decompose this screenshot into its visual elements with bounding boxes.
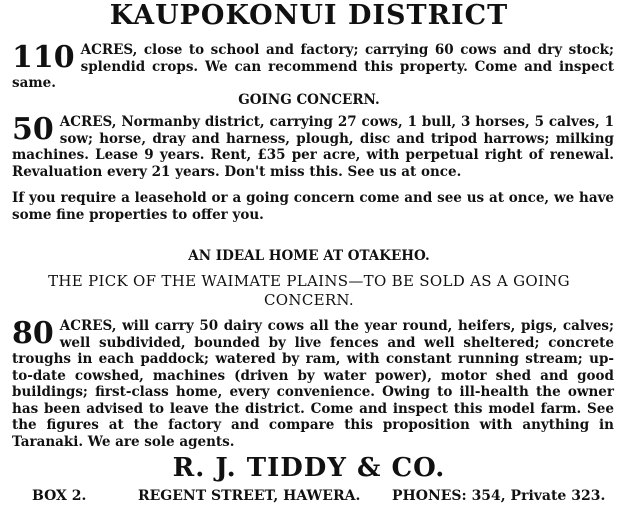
listing-description: ACRES, close to school and factory; carrying 60 cows and dry stock; splendid crops. We can recommend this property. Come and inspect same. xyxy=(12,42,614,91)
listing-acreage: 50 xyxy=(12,112,54,147)
listing-description: ACRES, Normanby district, carrying 27 cows, 1 bull, 3 horses, 5 calves, 1 sow; horse, dray and harness, plough, disc and tripod harrows; milking machines. Lease 9 years. Rent, £35 per acre, with perpetual right of renewal. Revaluation every 21 years. Don't miss this. See us at once. xyxy=(12,114,614,180)
leasehold-note xyxy=(12,190,614,223)
going-concern-heading: GOING CONCERN. xyxy=(238,92,380,108)
footer-street: REGENT STREET, HAWERA. xyxy=(138,488,361,504)
pick-heading-cont: CONCERN. xyxy=(264,291,354,309)
leasehold-note-text: If you require a leasehold or a going concern come and see us at once, we have some fine properties to offer you. xyxy=(12,190,614,223)
pick-heading: THE PICK OF THE WAIMATE PLAINS—TO BE SOLD AS A GOING xyxy=(48,272,570,290)
footer-contact xyxy=(0,488,618,508)
listing-110-acres xyxy=(12,42,614,92)
listing-acreage: 110 xyxy=(12,40,75,75)
listing-80-acres xyxy=(12,318,614,450)
listing-acreage: 80 xyxy=(12,316,54,351)
firm-name: R. J. TIDDY & CO. xyxy=(172,453,446,483)
page-title: KAUPOKONUI DISTRICT xyxy=(109,0,509,31)
listing-description: ACRES, will carry 50 dairy cows all the year round, heifers, pigs, calves; well subdivided, bounded by live fences and well sheltered; concrete troughs in each paddock; watered by ram, with constant running stream; up-to-date cowshed, machines (driven by water power), motor shed and good buildings; first-class home, every convenience. Owing to ill-health the owner has been advised to leave the district. Come and inspect this model farm. See the figures at the factory and compare this proposition with anything in Taranaki. We are sole agents. xyxy=(12,318,614,450)
listing-50-acres xyxy=(12,114,614,180)
footer-box: BOX 2. xyxy=(32,488,87,504)
footer-phones: PHONES: 354, Private 323. xyxy=(392,488,606,504)
ideal-home-heading: AN IDEAL HOME AT OTAKEHO. xyxy=(188,248,430,264)
